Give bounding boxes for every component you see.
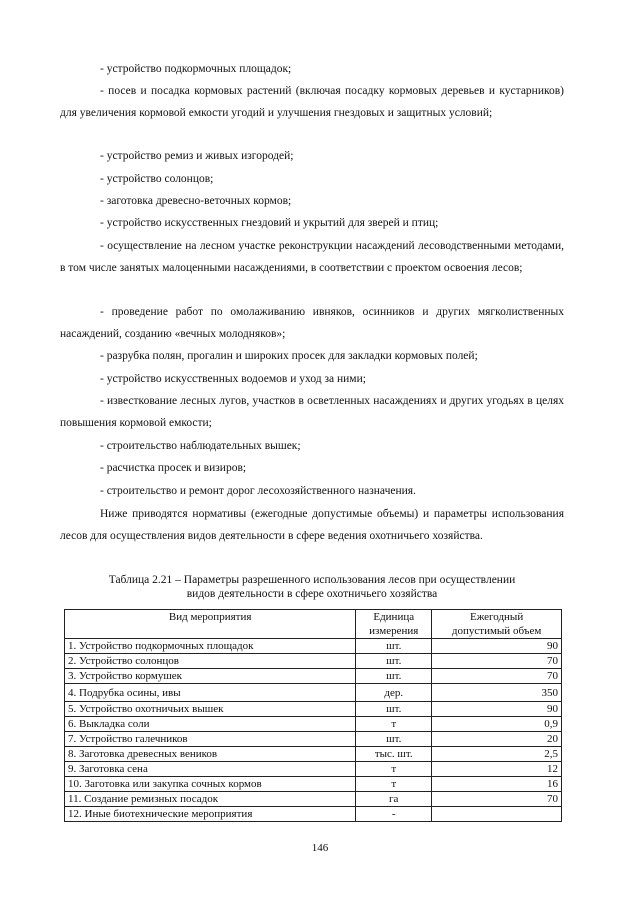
table-row — [65, 669, 562, 684]
intro-paragraph: Ниже приводятся нормативы (ежегодные допустимые объемы) и параметры использования лесов для осуществления видов деятельности в сфере ведения охотничьего хозяйства. — [60, 508, 564, 542]
activity-cell: 3. Устройство кормушек — [65, 669, 356, 684]
activity-cell: 2. Устройство солонцов — [65, 654, 356, 669]
activity-cell: 6. Выкладка соли — [65, 717, 356, 732]
unit-cell: шт. — [356, 702, 432, 717]
table-row — [65, 792, 562, 807]
table-caption-line: видов деятельности в сфере охотничьего хозяйства — [186, 588, 438, 600]
volume-cell: 70 — [432, 792, 562, 807]
table-caption — [60, 573, 564, 601]
volume-cell: 12 — [432, 762, 562, 777]
volume-cell: 70 — [432, 669, 562, 684]
unit-cell: дер. — [356, 684, 432, 702]
table-row — [65, 732, 562, 747]
parameters-table — [64, 609, 562, 822]
volume-cell: 16 — [432, 777, 562, 792]
list-item: - устройство искусственных гнездовий и укрытий для зверей и птиц; — [100, 217, 439, 229]
header-volume-line: допустимый объем — [451, 625, 542, 637]
list-item: - расчистка просек и визиров; — [100, 462, 247, 474]
volume-cell: 2,5 — [432, 747, 562, 762]
list-item: - известкование лесных лугов, участков в осветленных насаждениях и других угодьях в целях повышения кормовой емкости; — [60, 395, 564, 429]
unit-cell: т — [356, 777, 432, 792]
volume-cell: 0,9 — [432, 717, 562, 732]
table-row — [65, 777, 562, 792]
header-unit — [356, 610, 432, 639]
list-item: - заготовка древесно-веточных кормов; — [100, 195, 292, 207]
activity-cell: 11. Создание ремизных посадок — [65, 792, 356, 807]
header-unit-line: измерения — [369, 625, 419, 637]
table-row — [65, 717, 562, 732]
activity-cell: 5. Устройство охотничьих вышек — [65, 702, 356, 717]
unit-cell: т — [356, 717, 432, 732]
unit-cell: шт. — [356, 639, 432, 654]
header-volume-line: Ежегодный — [469, 611, 524, 623]
table-row — [65, 762, 562, 777]
table-row — [65, 654, 562, 669]
volume-cell — [432, 807, 562, 822]
list-item: - разрубка полян, прогалин и широких просек для закладки кормовых полей; — [100, 350, 478, 362]
header-activity: Вид мероприятия — [65, 610, 356, 639]
volume-cell: 20 — [432, 732, 562, 747]
header-unit-line: Единица — [373, 611, 415, 623]
table-row — [65, 702, 562, 717]
table-row — [65, 807, 562, 822]
activity-cell: 7. Устройство галечников — [65, 732, 356, 747]
unit-cell: га — [356, 792, 432, 807]
activity-cell: 1. Устройство подкормочных площадок — [65, 639, 356, 654]
header-volume — [432, 610, 562, 639]
volume-cell: 90 — [432, 639, 562, 654]
table-header-row — [65, 610, 562, 639]
list-item: - строительство и ремонт дорог лесохозяйственного назначения. — [100, 485, 416, 497]
table-caption-line: Таблица 2.21 – Параметры разрешенного использования лесов при осуществлении — [108, 574, 516, 586]
table-row — [65, 639, 562, 654]
activity-cell: 9. Заготовка сена — [65, 762, 356, 777]
list-item: - посев и посадка кормовых растений (включая посадку кормовых деревьев и кустарников) для увеличения кормовой емкости угодий и улучшения гнездовых и защитных условий; — [60, 85, 564, 119]
list-item: - устройство искусственных водоемов и уход за ними; — [100, 373, 366, 385]
unit-cell: шт. — [356, 654, 432, 669]
page-number: 146 — [311, 842, 329, 854]
list-item: - строительство наблюдательных вышек; — [100, 440, 301, 452]
unit-cell: тыс. шт. — [356, 747, 432, 762]
volume-cell: 90 — [432, 702, 562, 717]
activity-cell: 10. Заготовка или закупка сочных кормов — [65, 777, 356, 792]
list-item: - устройство солонцов; — [100, 173, 214, 185]
unit-cell: шт. — [356, 669, 432, 684]
unit-cell: шт. — [356, 732, 432, 747]
activity-cell: 8. Заготовка древесных веников — [65, 747, 356, 762]
list-item: - устройство подкормочных площадок; — [100, 63, 292, 75]
list-item: - проведение работ по омолаживанию ивняков, осинников и других мягколиственных насаждений, созданию «вечных молодняков»; — [60, 306, 564, 340]
activity-cell: 12. Иные биотехнические мероприятия — [65, 807, 356, 822]
activity-cell: 4. Подрубка осины, ивы — [65, 684, 356, 702]
list-item: - устройство ремиз и живых изгородей; — [100, 150, 294, 162]
list-item: - осуществление на лесном участке реконструкции насаждений лесоводственными методами, в том числе занятых малоценными насаждениями, в соответствии с проектом освоения лесов; — [60, 240, 564, 274]
table-row — [65, 684, 562, 702]
volume-cell: 350 — [432, 684, 562, 702]
unit-cell: т — [356, 762, 432, 777]
volume-cell: 70 — [432, 654, 562, 669]
table-row — [65, 747, 562, 762]
unit-cell: - — [356, 807, 432, 822]
